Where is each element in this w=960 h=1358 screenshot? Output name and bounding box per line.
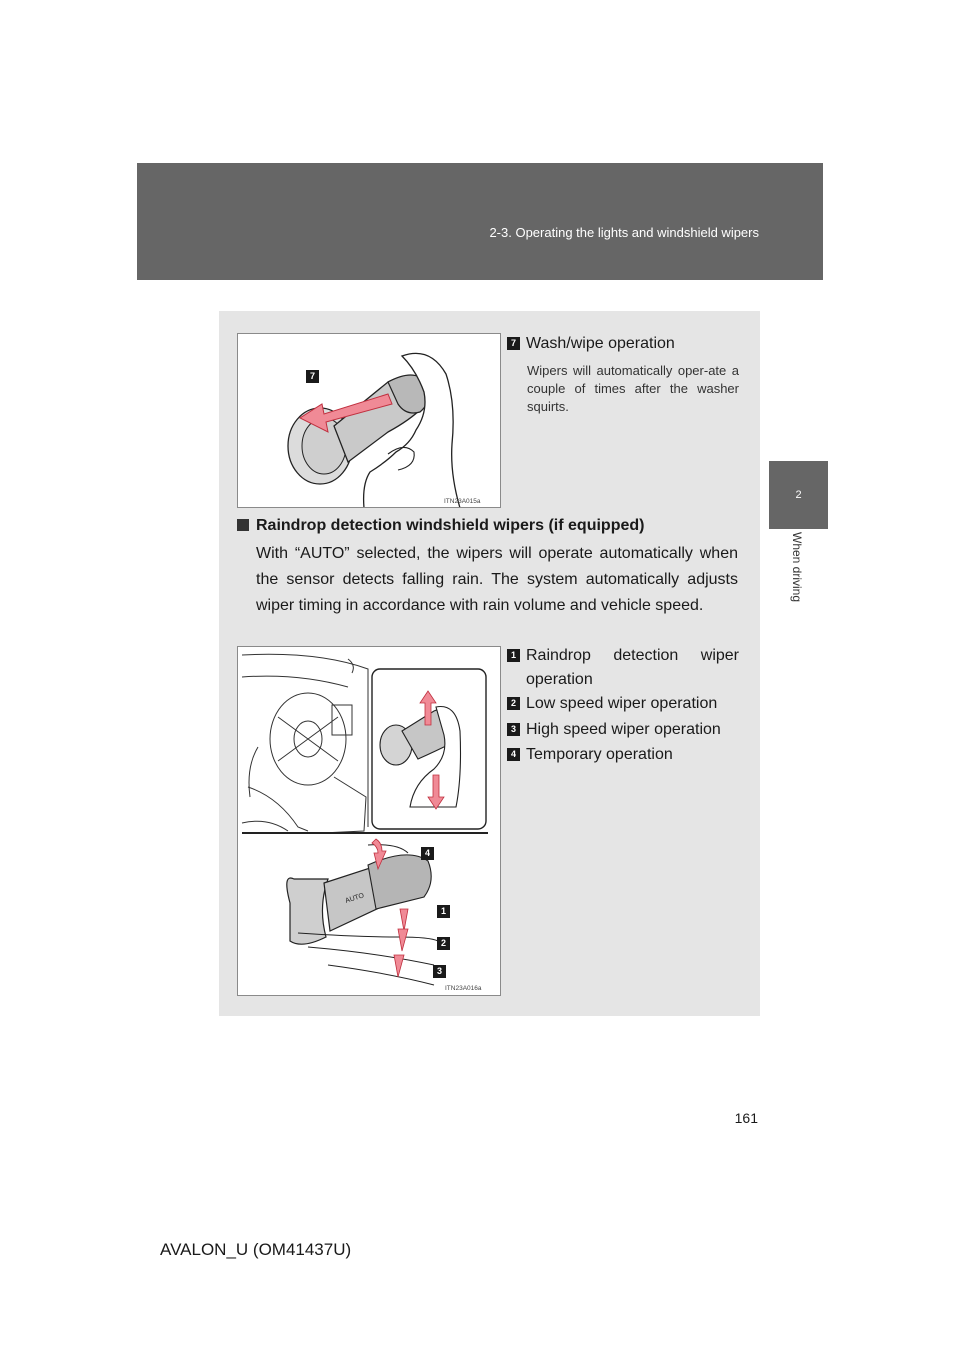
item-label: Low speed wiper operation [526, 695, 718, 712]
figure-callout-3: 3 [433, 965, 446, 978]
list-item [507, 718, 739, 742]
wash-wipe-figure [237, 333, 501, 508]
section-heading-text: Raindrop detection windshield wipers (if equipped) [256, 517, 645, 534]
document-footer: AVALON_U (OM41437U) [160, 1240, 352, 1259]
section-body: With “AUTO” selected, the wipers will operate automatically when the sensor detects falling rain. The system automatically adjusts wiper timing in accordance with rain volume and vehicle speed. [256, 545, 738, 614]
list-item [507, 743, 739, 767]
item-badge: 2 [507, 697, 520, 710]
header-band [137, 163, 823, 280]
figure-callout-7: 7 [306, 370, 319, 383]
section-bullet-icon [237, 519, 249, 531]
section-header-title: 2-3. Operating the lights and windshield wipers [489, 225, 759, 240]
item-label: High speed wiper operation [526, 721, 721, 738]
chapter-label: When driving [790, 532, 804, 603]
figure-callout-1: 1 [437, 905, 450, 918]
item-badge: 1 [507, 649, 520, 662]
lever-auto-text: AUTO [344, 892, 366, 905]
chapter-tab: 2 [769, 461, 828, 529]
wash-wipe-illustration [238, 334, 501, 508]
figure-callout-4: 4 [421, 847, 434, 860]
item-badge: 4 [507, 748, 520, 761]
figure-code: ITN23A016a [445, 985, 482, 992]
item-badge: 7 [507, 337, 520, 350]
item-note: Wipers will automatically oper-ate a couple of times after the washer squirts. [527, 363, 739, 414]
section-heading [237, 514, 737, 538]
item-label: Wash/wipe operation [526, 335, 675, 352]
item-label: Temporary operation [526, 746, 673, 763]
list-item [507, 644, 739, 692]
raindrop-wiper-figure [237, 646, 501, 996]
raindrop-wiper-illustration [238, 647, 501, 996]
list-item [507, 332, 739, 356]
item-label: Raindrop detection wiper operation [526, 647, 739, 688]
item-badge: 3 [507, 723, 520, 736]
list-item [507, 692, 739, 716]
figure-callout-2: 2 [437, 937, 450, 950]
page-number: 161 [734, 1110, 758, 1126]
figure-code: ITN23A015a [444, 498, 481, 505]
